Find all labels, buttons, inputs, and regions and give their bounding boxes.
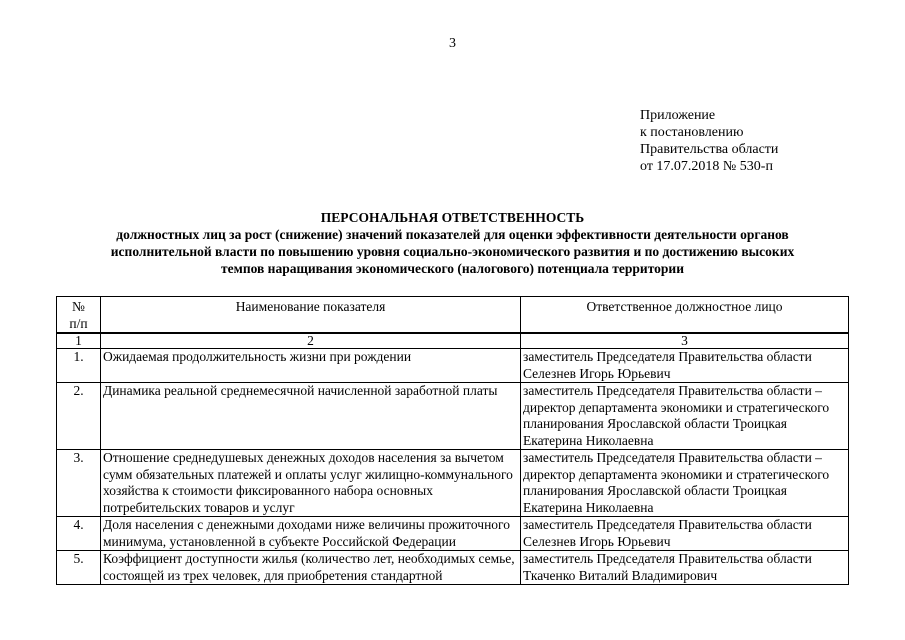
column-number: 2 (101, 333, 521, 349)
table-row (57, 383, 849, 450)
indicator-name: Динамика реальной среднемесячной начисленной заработной платы (101, 383, 521, 450)
header-indicator-name: Наименование показателя (101, 297, 521, 334)
appendix-line: Приложение (640, 108, 716, 123)
appendix-line: к постановлению (640, 125, 744, 140)
column-number: 1 (57, 333, 101, 349)
responsible-official: заместитель Председателя Правительства области Селезнев Игорь Юрьевич (521, 517, 849, 551)
row-number: 2. (57, 383, 101, 450)
responsible-official: заместитель Председателя Правительства области – директор департамента экономики и стратегического планирования Ярославской области Троицкая Екатерина Николаевна (521, 383, 849, 450)
title-subline: должностных лиц за рост (снижение) значений показателей для оценки эффективности деятельности органов (116, 227, 789, 242)
title-subline: темпов наращивания экономического (налогового) потенциала территории (221, 261, 684, 276)
row-number: 1. (57, 349, 101, 383)
indicator-name: Отношение среднедушевых денежных доходов населения за вычетом сумм обязательных платежей и оплаты услуг жилищно-коммунального хозяйства к стоимости фиксированного набора основных потребительских товаров и услуг (101, 450, 521, 517)
header-number (57, 297, 101, 334)
table-row (57, 450, 849, 517)
responsible-official: заместитель Председателя Правительства области Селезнев Игорь Юрьевич (521, 349, 849, 383)
indicator-name: Доля населения с денежными доходами ниже величины прожиточного минимума, установленной в субъекте Российской Федерации (101, 517, 521, 551)
appendix-block (640, 107, 778, 175)
document-title (0, 209, 905, 277)
header-number-symbol: № (72, 299, 85, 314)
column-number-row (57, 333, 849, 349)
appendix-date-line: от 17.07.2018 № 530-п (640, 159, 773, 174)
responsible-official: заместитель Председателя Правительства области – директор департамента экономики и стратегического планирования Ярославской области Троицкая Екатерина Николаевна (521, 450, 849, 517)
appendix-line: Правительства области (640, 142, 779, 157)
page-number: 3 (449, 36, 456, 51)
column-number: 3 (521, 333, 849, 349)
responsibility-table (56, 296, 849, 585)
table-row (57, 517, 849, 551)
indicator-name: Коэффициент доступности жилья (количество лет, необходимых семье, состоящей из трех человек, для приобретения стандартной (101, 551, 521, 585)
title-heading: ПЕРСОНАЛЬНАЯ ОТВЕТСТВЕННОСТЬ (320, 210, 585, 225)
responsible-official: заместитель Председателя Правительства области Ткаченко Виталий Владимирович (521, 551, 849, 585)
header-number-abbr: п/п (69, 315, 88, 331)
title-subline: исполнительной власти по повышению уровня социально-экономического развития и по достижению высоких (110, 244, 795, 259)
table-header-row (57, 297, 849, 334)
indicator-name: Ожидаемая продолжительность жизни при рождении (101, 349, 521, 383)
row-number: 3. (57, 450, 101, 517)
table-row (57, 349, 849, 383)
row-number: 4. (57, 517, 101, 551)
table-row (57, 551, 849, 585)
header-responsible: Ответственное должностное лицо (521, 297, 849, 334)
row-number: 5. (57, 551, 101, 585)
